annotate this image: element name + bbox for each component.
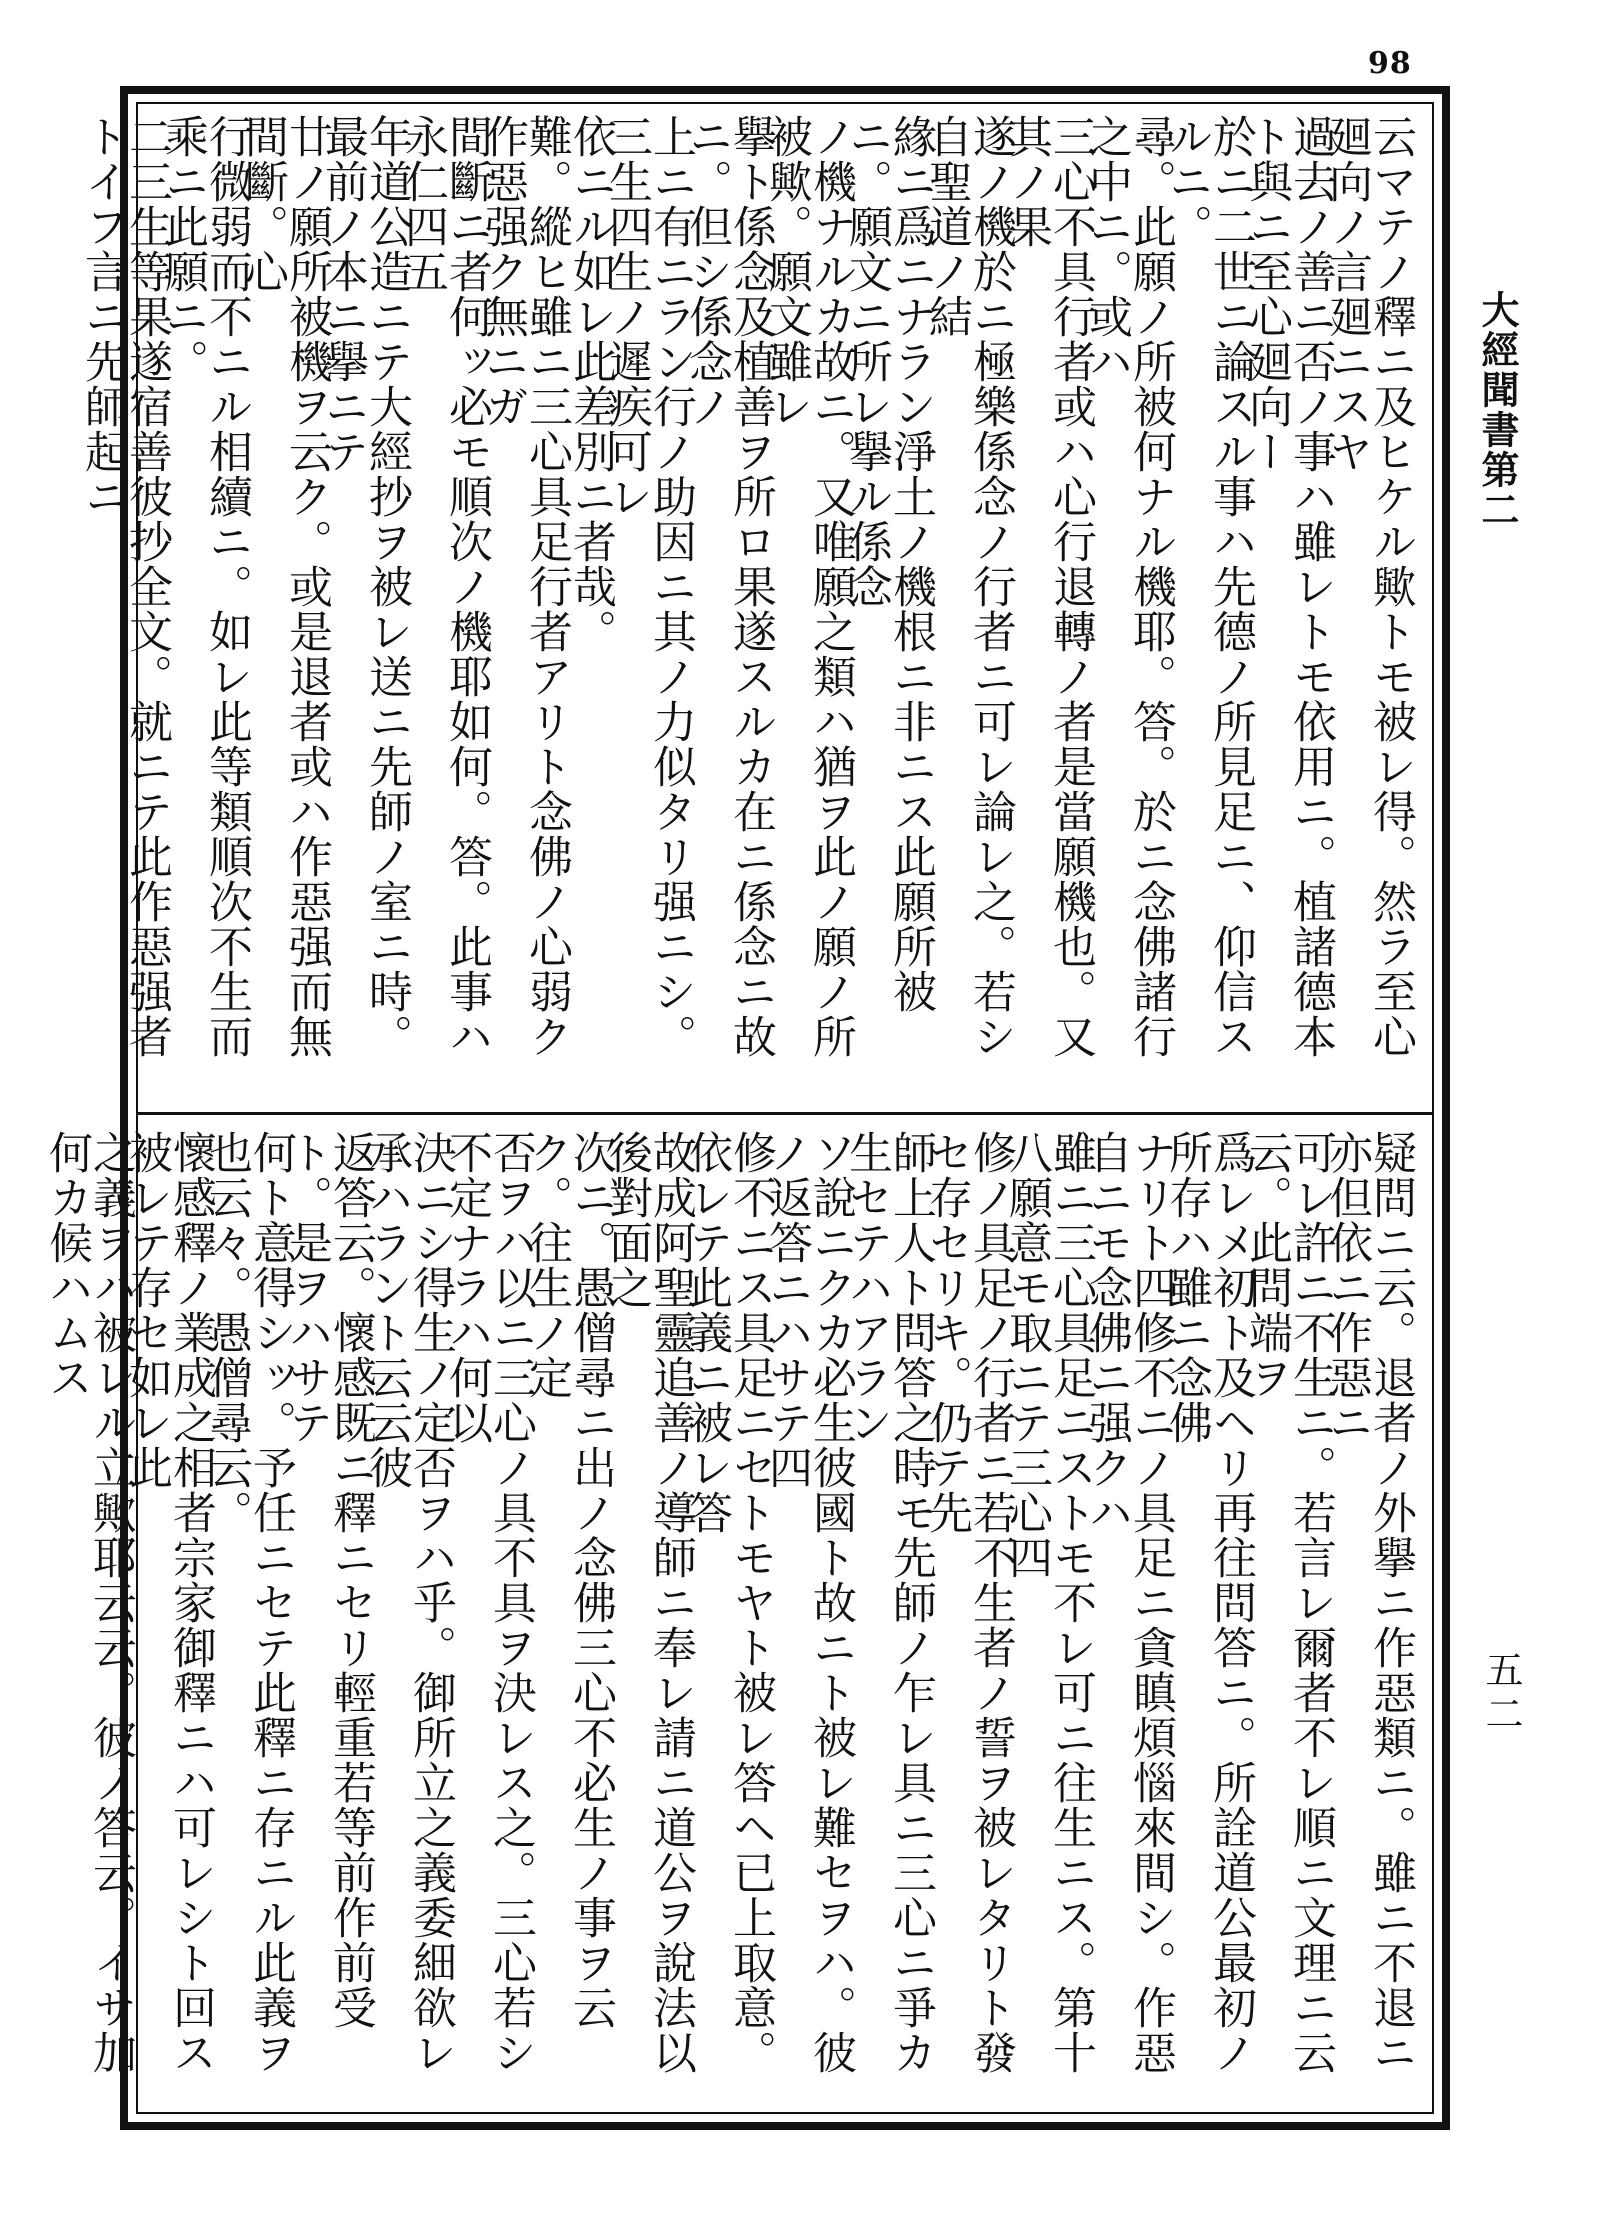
text-column: 決ニシ得生ノ定否ヲハ乎。御所立之義委細欲レ承ハラント云云彼 [361,1130,456,2075]
text-column: 廿ノ願所被機ヲ云ク。或是退者或ハ作惡强而無間斷。心 [237,114,332,1059]
text-column: 雖ニ三心具足ニストモ不レ可ニ往生ニス。第十八願意モ取ニテ三心四 [1001,1130,1096,2075]
page-number: 98 [1368,46,1412,81]
text-column: 次ニ。愚僧尋ニ出ノ念佛三心不必生ノ事ヲ云ク。往生ノ定 [521,1130,616,2030]
section-divider [138,1112,1432,1115]
text-column: 年道公造ニテ大經抄ヲ被レ送ニ先師ノ室ニ時。最前ノ本ニ擧ニテ [317,114,412,1059]
text-column: 於ニ二世ニ論スル事ハ先德ノ所見足ニ、仰信スルニ。 [1161,114,1256,1059]
text-column: 遂ノ機於ニ極樂係念ノ行者ニ可レ論レ之。若シ自聖道ノ結 [921,114,1016,1059]
text-column: 三心不具行者或ハ心行退轉ノ者是當願機也。又其ノ果 [1001,114,1096,1059]
text-column: 云マテノ釋ニ及ヒケル歟トモ被レ得。然ラ至心廻向ノ言廻ニスヤ [1321,114,1416,1059]
running-head: 大經聞書第二 [1475,290,1520,530]
text-column: 間斷ニ者何ッ必モ順次ノ機耶如何。答。此事ハ永仁四五 [397,114,492,1059]
text-frame [41,86,1450,2130]
text-column: 緣ニ爲ニナラン淨土ノ機根ニ非ニス此願所被ニ。願文ニ所レ擧ル係念 [841,114,936,1014]
folio-number: 五二 [1479,1650,1523,1738]
text-column: ソ說ニクカ必生彼國ト故ニト被レ難セヲハ。彼ノ返答ニハサテ四 [761,1130,856,2075]
bottom-text-block [41,1130,1416,2105]
text-column: 修ノ具足ノ行者ニ若不生者ノ誓ヲ被レタリト發セ存セリキ。仍テ先 [921,1130,1016,2075]
text-column: ナリト四修不ニノ具足ニ貪瞋煩惱來間シ。作惡自ニモ念佛ニ强クハ [1081,1130,1176,2075]
text-column: 之義ヲハ被レル立歟耶云云。彼ノ答云。イサ加何カ候ハムス [41,1130,136,2075]
text-column: 返答云。懷感既ニ釋ニセリ輕重若等前作前受ト。是ヲハサテ [281,1130,376,2030]
text-column: 行微弱而不ニル相續ニ。如レ此等類順次不生而乘ニ此願ニ。 [157,114,252,1059]
text-column: 上ニ有ニラン行ノ助因ニ其ノ力似タリ强ニシ。三生四生ノ遲疾可レ [601,114,696,1059]
text-column: 依ニル如レ此差別ニ者哉。 [565,114,616,654]
text-column: 過去ノ善ニ否ノ事ハ雖レトモ依用ニ。植諸德本ト與ニ至心廻向ー [1241,114,1336,1059]
text-column: 否ヲハ以ニ三心ノ具不具ヲ決レス之。三心若シ不定ナラハ何以 [441,1130,536,2075]
text-column: 修不ニス具足ニセトモヤト被レ答ヘ已上取意。依レテ此義ニ被レ答 [681,1130,776,2075]
text-column: 可レ許ニ不生ニ。若言レ爾者不レ順ニ文理ニ云云。此問端ヲ [1241,1130,1336,2075]
text-column: 故成阿聖靈追善ノ導師ニ奉レ請ニ道公ヲ說法以後對面之 [601,1130,696,2075]
text-column: ノ機ナルカ故ニ。又唯願之類ハ猶ヲ此ノ願ノ所被歟。願文雖レ [761,114,856,1059]
text-column: 擧ト係念及植善ヲ所ロ果遂スルカ在ニ係念ニ故ニ。但シ係念ノ [681,114,776,1059]
text-column: 二三生等果遂宿善彼抄全文。就ニテ此作惡强者トイフ言ニ先師起ニ [77,114,172,1059]
text-column: 難。縱ヒ雖ニ三心具足行者アリト念佛ノ心弱ク作惡强ク無ニガ [477,114,572,1059]
text-column: 爲レメ初ト及ヘリ再往問答ニ。所詮道公最初ノ所存ハ雖ニ念佛 [1161,1130,1256,2075]
text-column: 懷感釋ノ業成之相者宗家御釋ニハ可レシト回ス被レテ存セ如レ此 [121,1130,216,2075]
text-column: 尋。此願ノ所被何ナル機耶。答。於ニ念佛諸行之中ニ。或ハ [1081,114,1176,1059]
top-text-block [77,114,1416,1094]
text-column: 何ト意得シッ。予任ニセテ此釋ニ存ニル此義ヲ也云々。愚僧尋云。 [201,1130,296,2075]
text-column: 師上人ト問答之時モ先師ノ乍レ具ニ三心ニ爭カ生セテハアラン [841,1130,936,2075]
text-column: 疑問ニ云。退者ノ外擧ニ作惡類ニ。雖ニ不退ニ亦但依ニ作惡ニ [1321,1130,1416,2075]
